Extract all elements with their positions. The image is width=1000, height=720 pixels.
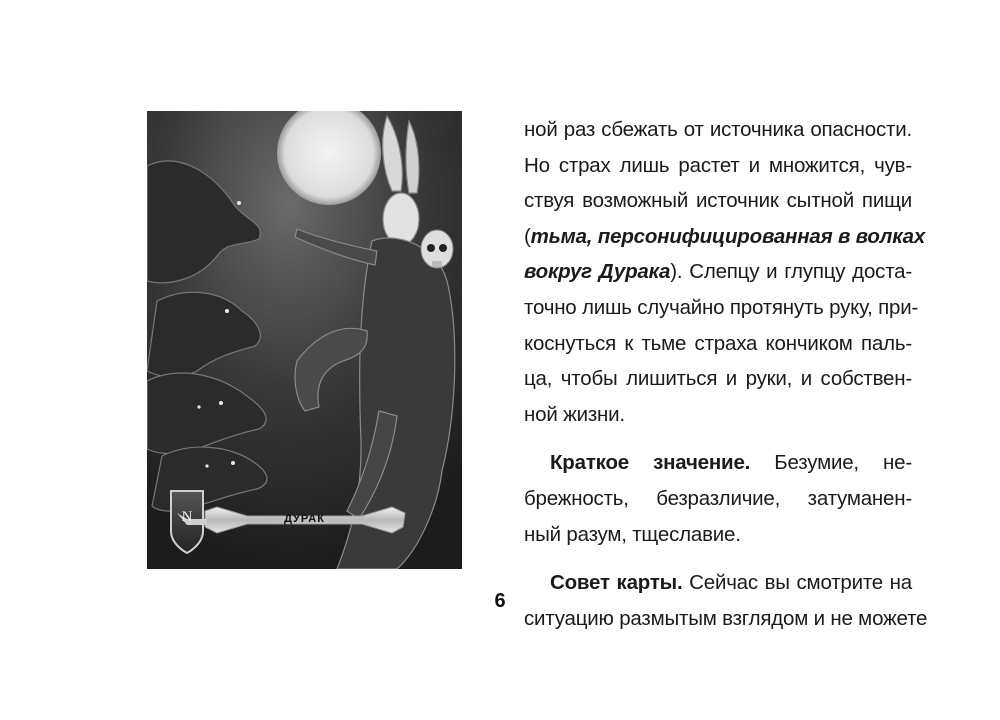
text-line: ный разум, тщеславие. — [524, 522, 741, 546]
text-span: Сейчас вы смотрите на — [682, 571, 912, 595]
tarot-card-fool — [147, 111, 462, 569]
text-line: ной жизни. — [524, 402, 625, 426]
text-line — [524, 254, 912, 290]
text-line: ситуацию размытым взглядом и не можете — [524, 606, 928, 630]
text-line: брежность, безразличие, затуманен- — [524, 486, 912, 510]
section-label: Краткое значение. — [550, 451, 751, 475]
text-line — [524, 445, 912, 481]
text-line: коснуться к тьме страха кончиком паль- — [524, 331, 912, 355]
section-label: Совет карты. — [550, 571, 683, 595]
fool-card-illustration-icon — [147, 111, 462, 569]
text-line — [524, 219, 926, 255]
page-number: 6 — [494, 590, 506, 612]
page-text — [524, 112, 928, 636]
text-line: ца, чтобы лишиться и руки, и собствен- — [524, 367, 912, 391]
card-emblem-letter: N — [181, 509, 193, 525]
text-line: ной раз сбежать от источника опасности. — [524, 118, 912, 141]
open-paren: ( — [524, 224, 531, 248]
text-span: Безумие, не- — [750, 451, 913, 475]
text-line: Но страх лишь растет и множится, чув- — [524, 153, 912, 177]
text-line: ствуя возможный источник сытной пищи — [524, 189, 912, 213]
text-span: ). Слепцу и глупцу доста- — [670, 260, 912, 284]
emphasis-text: вокруг Дурака — [524, 260, 671, 284]
card-title: ДУРАК — [284, 513, 325, 525]
emphasis-text: тьма, персонифицированная в волках — [530, 224, 926, 248]
text-line: точно лишь случайно протянуть руку, при- — [524, 295, 919, 319]
